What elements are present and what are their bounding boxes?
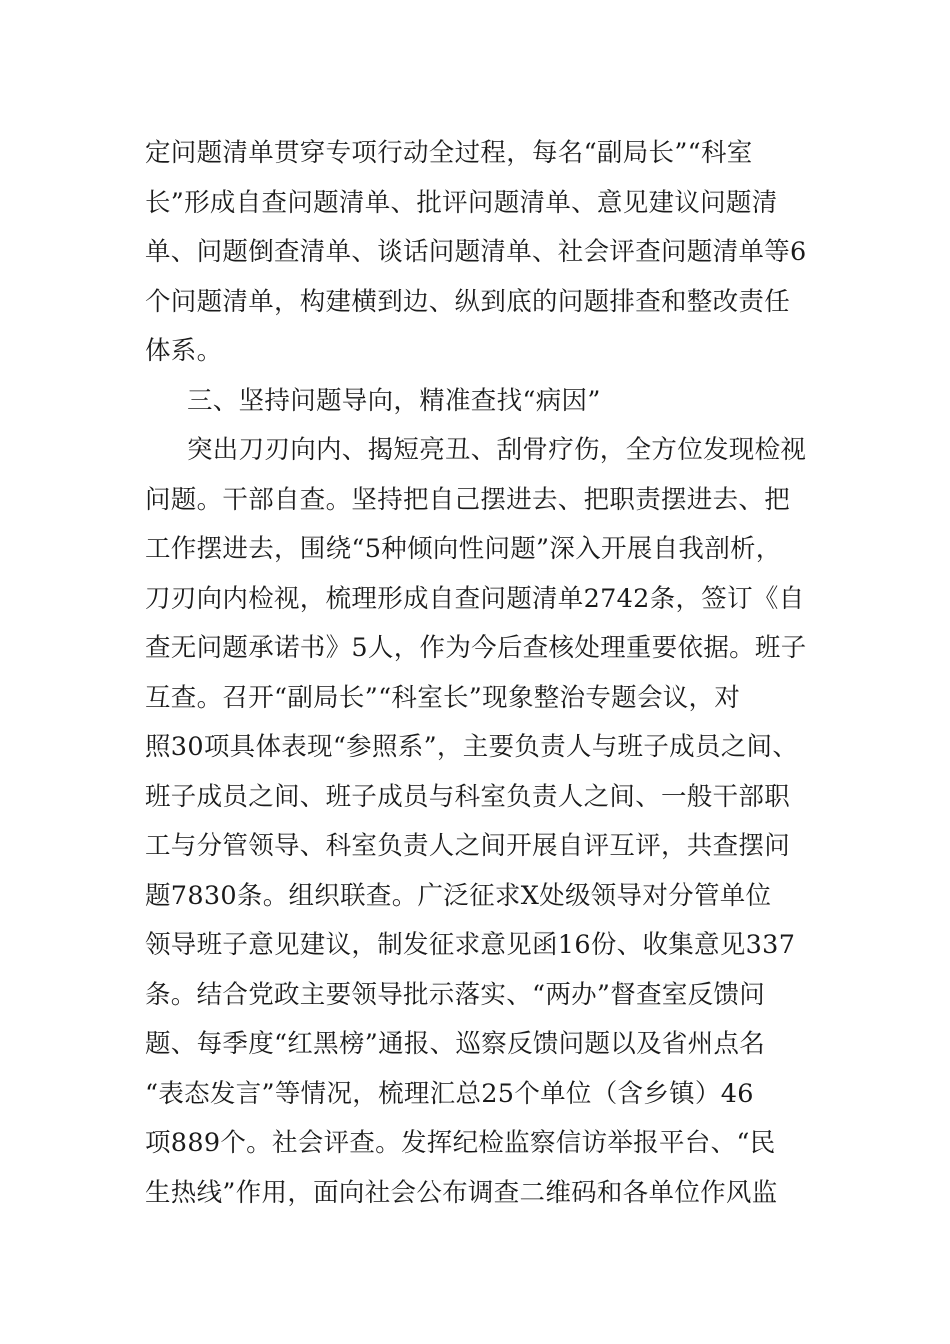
text-line: 体系。 [145, 336, 223, 366]
text-line: 问题。干部自查。坚持把自己摆进去、把职责摆进去、把 [145, 485, 791, 515]
text-line: 查无问题承诺书》5人，作为今后查核处理重要依据。班子 [145, 633, 807, 663]
section-heading: 三、坚持问题导向，精准查找“病因” [187, 386, 601, 416]
text-line: 生热线”作用，面向社会公布调查二维码和各单位作风监 [145, 1178, 778, 1208]
text-line: 照30项具体表现“参照系”，主要负责人与班子成员之间、 [145, 732, 799, 762]
text-line: 定问题清单贯穿专项行动全过程，每名“副局长”“科室 [145, 138, 753, 168]
text-line: 条。结合党政主要领导批示落实、“两办”督查室反馈问 [145, 980, 766, 1010]
text-line: 长”形成自查问题清单、批评问题清单、意见建议问题清 [145, 188, 778, 218]
text-line: 题7830条。组织联查。广泛征求X处级领导对分管单位 [145, 881, 772, 911]
text-line: 突出刀刃向内、揭短亮丑、刮骨疗伤，全方位发现检视 [187, 435, 807, 465]
text-line: 领导班子意见建议，制发征求意见函16份、收集意见337 [145, 930, 796, 960]
text-line: 班子成员之间、班子成员与科室负责人之间、一般干部职 [145, 782, 791, 812]
text-line: 刀刃向内检视，梳理形成自查问题清单2742条，签订《自 [145, 584, 805, 614]
text-line: 个问题清单，构建横到边、纵到底的问题排查和整改责任 [145, 287, 791, 317]
text-line: 工作摆进去，围绕“5种倾向性问题”深入开展自我剖析， [145, 534, 782, 564]
text-line: 互查。召开“副局长”“科室长”现象整治专题会议，对 [145, 683, 741, 713]
text-line: 题、每季度“红黑榜”通报、巡察反馈问题以及省州点名 [145, 1029, 766, 1059]
text-line: 项889个。社会评查。发挥纪检监察信访举报平台、“民 [145, 1128, 776, 1158]
text-line: 单、问题倒查清单、谈话问题清单、社会评查问题清单等6 [145, 237, 807, 267]
text-line: 工与分管领导、科室负责人之间开展自评互评，共查摆问 [145, 831, 791, 861]
text-line: “表态发言”等情况，梳理汇总25个单位（含乡镇）46 [145, 1079, 754, 1109]
